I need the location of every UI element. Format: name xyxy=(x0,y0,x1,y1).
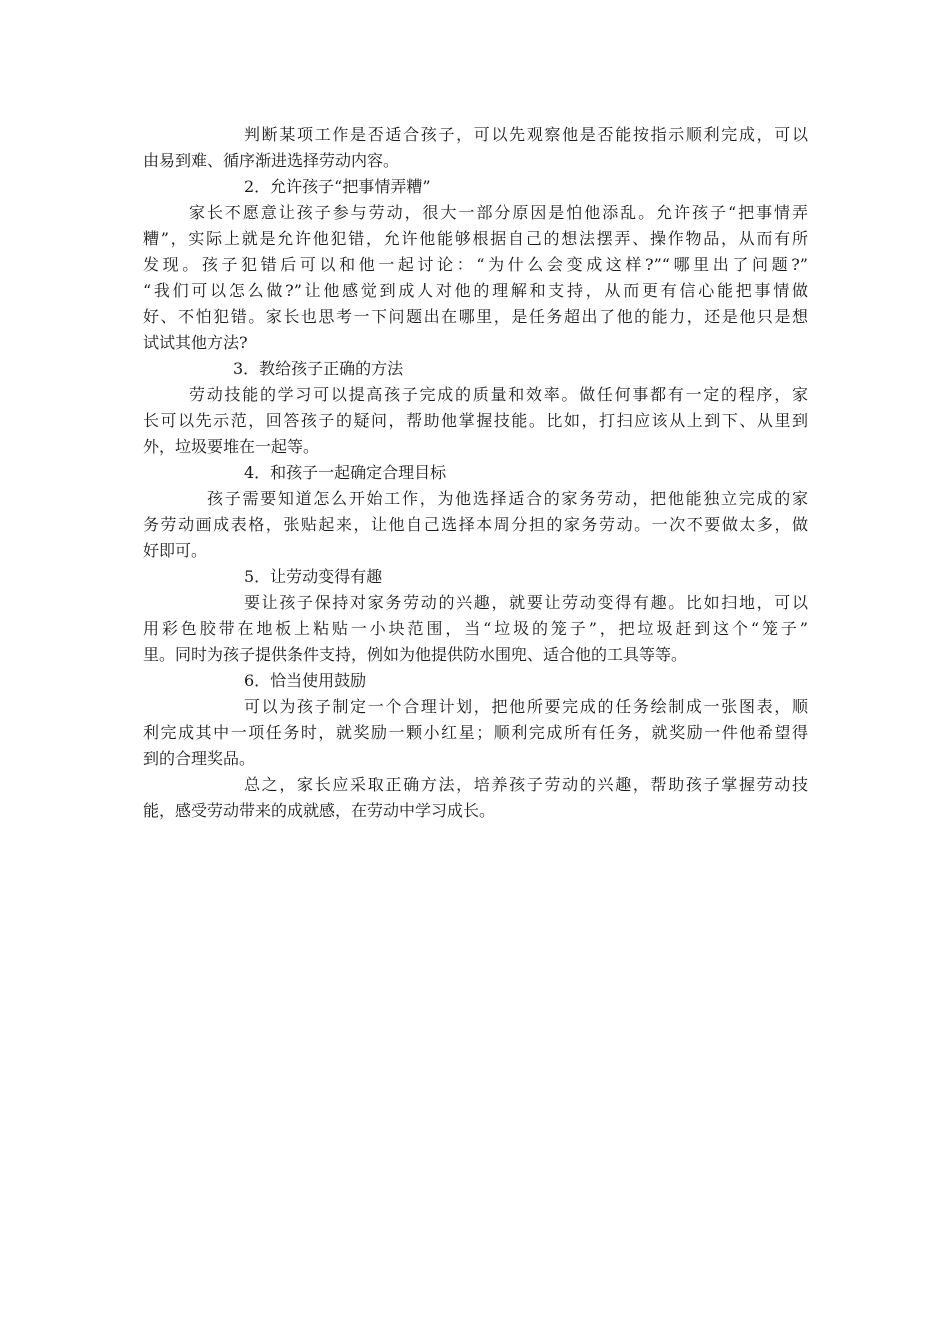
section-heading: 5．让劳动变得有趣 xyxy=(244,567,383,586)
text-line: 劳动技能的学习可以提高孩子完成的质量和效率。做任何事都有一定的程序，家 xyxy=(189,385,808,404)
section-heading: 2．允许孩子“把事情弄糟” xyxy=(244,177,431,196)
text-line: 外，垃圾要堆在一起等。 xyxy=(143,437,320,456)
text-line: 孩子需要知道怎么开始工作，为他选择适合的家务劳动，把他能独立完成的家 xyxy=(207,489,808,508)
text-line: 到的合理奖品。 xyxy=(143,749,256,768)
text-line: 总之，家长应采取正确方法，培养孩子劳动的兴趣，帮助孩子掌握劳动技 xyxy=(244,775,808,794)
section-heading: 3．教给孩子正确的方法 xyxy=(233,359,404,378)
text-line: 糟”，实际上就是允许他犯错，允许他能够根据自己的想法摆弄、操作物品，从而有所 xyxy=(143,229,808,248)
text-line: 试试其他方法? xyxy=(143,333,248,352)
text-line: 能，感受劳动带来的成就感，在劳动中学习成长。 xyxy=(143,801,496,820)
text-line: 可以为孩子制定一个合理计划，把他所要完成的任务绘制成一张图表，顺 xyxy=(244,697,808,716)
text-line: 发现。孩子犯错后可以和他一起讨论：“为什么会变成这样?”“哪里出了问题?” xyxy=(143,255,808,274)
text-line: 好、不怕犯错。家长也思考一下问题出在哪里，是任务超出了他的能力，还是他只是想 xyxy=(143,307,808,326)
text-line: 家长不愿意让孩子参与劳动，很大一部分原因是怕他添乱。允许孩子“把事情弄 xyxy=(189,203,808,222)
text-line: 由易到难、循序渐进选择劳动内容。 xyxy=(143,151,400,170)
text-line: 判断某项工作是否适合孩子，可以先观察他是否能按指示顺利完成，可以 xyxy=(244,125,808,144)
text-line: 里。同时为孩子提供条件支持，例如为他提供防水围兜、适合他的工具等等。 xyxy=(143,645,688,664)
text-line: “我们可以怎么做?”让他感觉到成人对他的理解和支持，从而更有信心能把事情做 xyxy=(143,281,808,300)
text-line: 要让孩子保持对家务劳动的兴趣，就要让劳动变得有趣。比如扫地，可以 xyxy=(244,593,808,612)
text-line: 长可以先示范，回答孩子的疑问，帮助他掌握技能。比如，打扫应该从上到下、从里到 xyxy=(143,411,808,430)
text-line: 好即可。 xyxy=(143,541,208,560)
section-heading: 6．恰当使用鼓励 xyxy=(244,671,367,690)
text-line: 利完成其中一项任务时，就奖励一颗小红星；顺利完成所有任务，就奖励一件他希望得 xyxy=(143,723,808,742)
section-heading: 4．和孩子一起确定合理目标 xyxy=(244,463,447,482)
text-line: 务劳动画成表格，张贴起来，让他自己选择本周分担的家务劳动。一次不要做太多，做 xyxy=(143,515,808,534)
text-line: 用彩色胶带在地板上粘贴一小块范围，当“垃圾的笼子”，把垃圾赶到这个“笼子” xyxy=(143,619,808,638)
